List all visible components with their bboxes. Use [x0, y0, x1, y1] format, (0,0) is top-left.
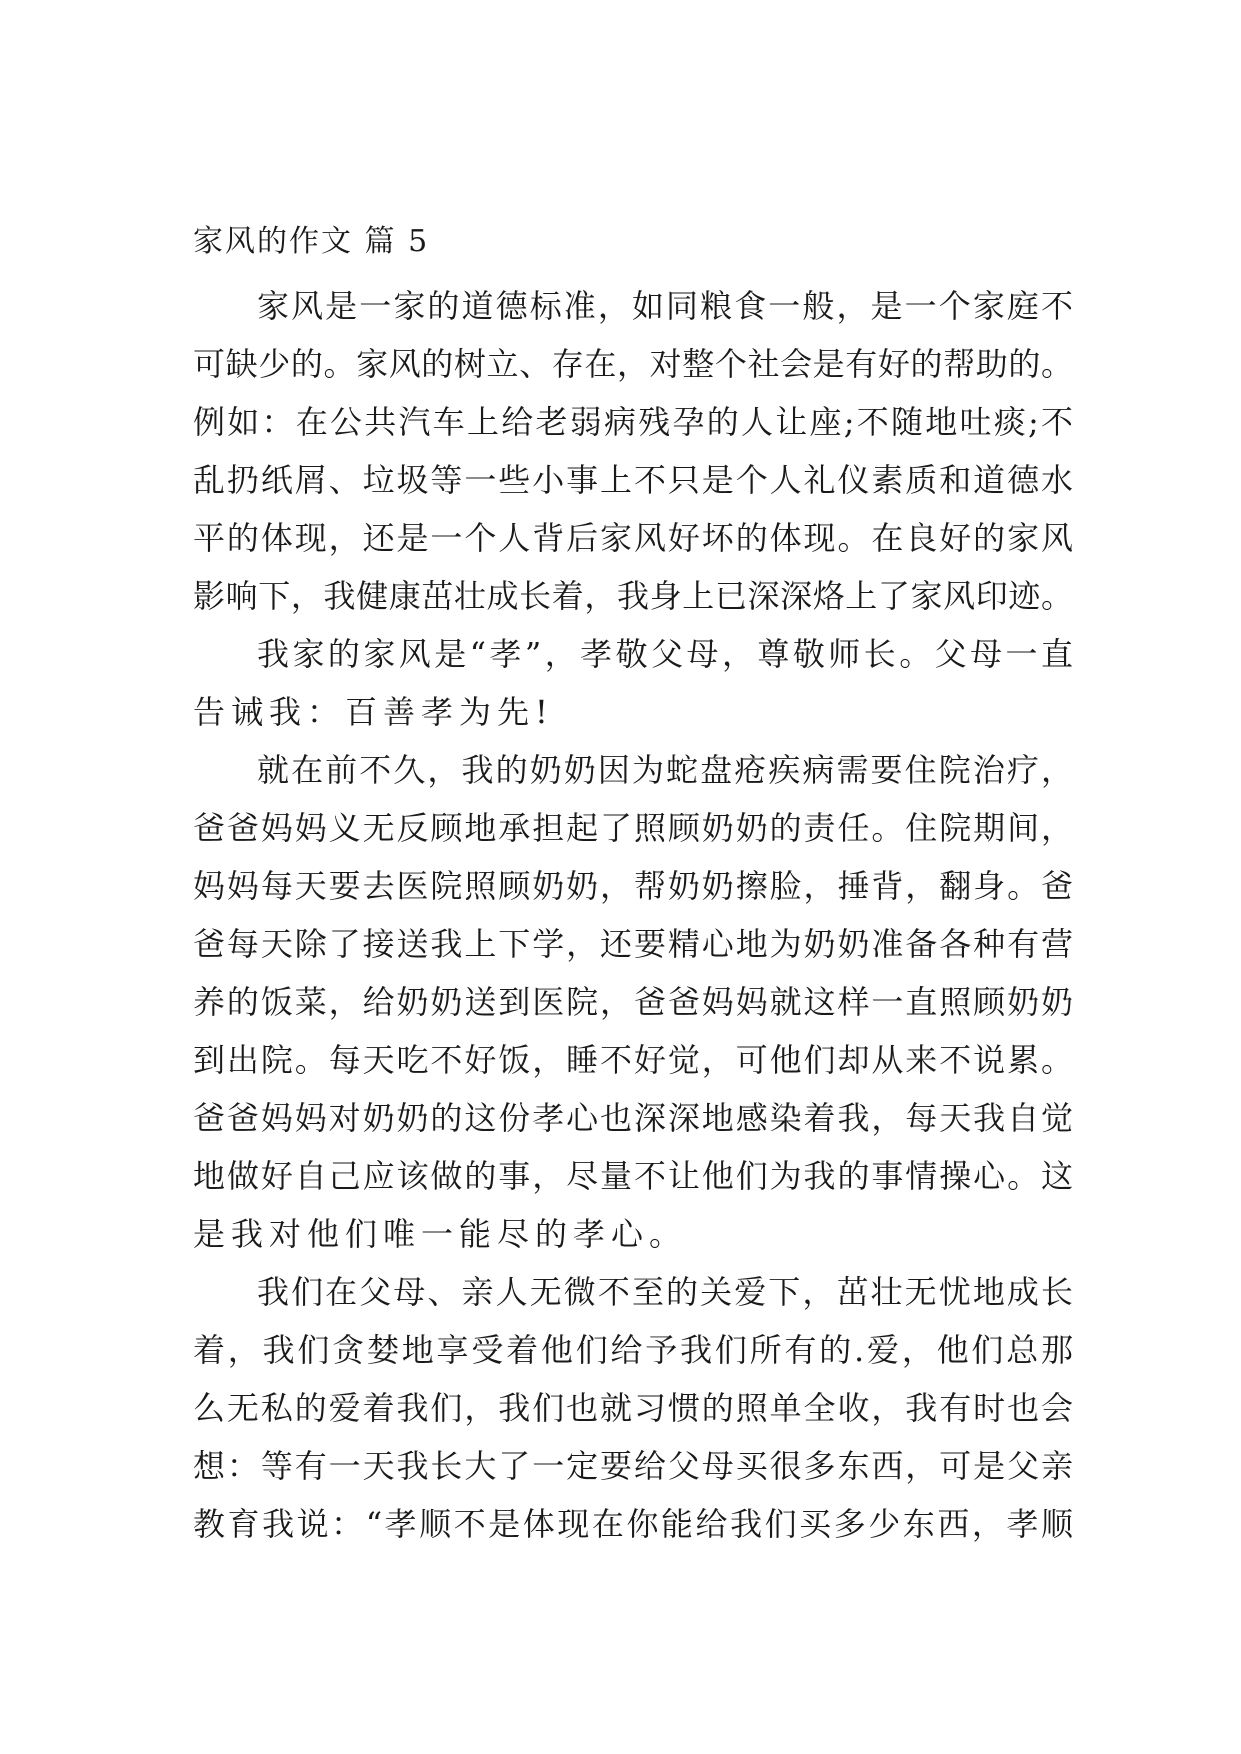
text-line: 爸爸妈妈义无反顾地承担起了照顾奶奶的责任。住院期间，: [193, 809, 1073, 847]
text-line: 平的体现，还是一个人背后家风好坏的体现。在良好的家风: [193, 519, 1073, 557]
document-title: 家风的作文 篇 5: [193, 224, 430, 259]
text-line: 告诫我：百善孝为先!: [193, 693, 554, 731]
text-line: 是我对他们唯一能尽的孝心。: [193, 1215, 688, 1253]
text-line: 可缺少的。家风的树立、存在，对整个社会是有好的帮助的。: [193, 345, 1073, 383]
text-line: 我家的家风是“孝”，孝敬父母，尊敬师长。父母一直: [257, 635, 1073, 673]
text-line: 养的饭菜，给奶奶送到医院，爸爸妈妈就这样一直照顾奶奶: [193, 983, 1073, 1021]
text-line: 家风是一家的道德标准，如同粮食一般，是一个家庭不: [257, 287, 1073, 325]
text-line: 到出院。每天吃不好饭，睡不好觉，可他们却从来不说累。: [193, 1041, 1073, 1079]
text-line: 乱扔纸屑、垃圾等一些小事上不只是个人礼仪素质和道德水: [193, 461, 1073, 499]
text-line: 例如：在公共汽车上给老弱病残孕的人让座;不随地吐痰;不: [193, 403, 1073, 441]
document-body: [193, 277, 1073, 1553]
text-line: 着，我们贪婪地享受着他们给予我们所有的.爱，他们总那: [193, 1331, 1073, 1369]
text-line: 么无私的爱着我们，我们也就习惯的照单全收，我有时也会: [193, 1389, 1073, 1427]
text-line: 教育我说：“孝顺不是体现在你能给我们买多少东西，孝顺: [193, 1505, 1073, 1543]
text-line: 地做好自己应该做的事，尽量不让他们为我的事情操心。这: [193, 1157, 1073, 1195]
text-line: 就在前不久，我的奶奶因为蛇盘疮疾病需要住院治疗，: [257, 751, 1073, 789]
text-line: 影响下，我健康茁壮成长着，我身上已深深烙上了家风印迹。: [193, 577, 1073, 615]
text-line: 想：等有一天我长大了一定要给父母买很多东西，可是父亲: [193, 1447, 1073, 1485]
text-line: 爸每天除了接送我上下学，还要精心地为奶奶准备各种有营: [193, 925, 1073, 963]
text-line: 妈妈每天要去医院照顾奶奶，帮奶奶擦脸，捶背，翻身。爸: [193, 867, 1073, 905]
text-line: 爸爸妈妈对奶奶的这份孝心也深深地感染着我，每天我自觉: [193, 1099, 1073, 1137]
text-line: 我们在父母、亲人无微不至的关爱下，茁壮无忧地成长: [257, 1273, 1073, 1311]
